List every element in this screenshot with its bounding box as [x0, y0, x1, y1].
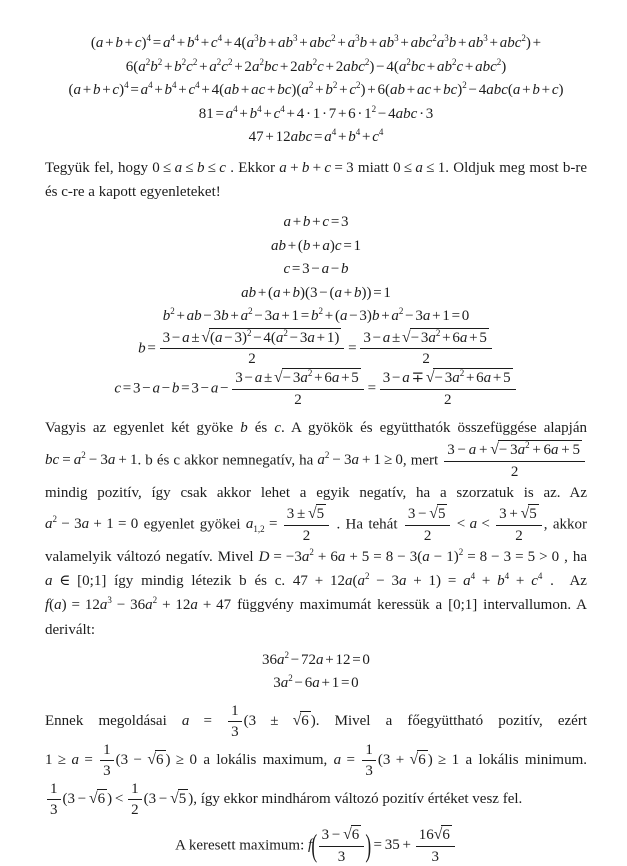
inline-math: 1 ≥ a = $\frac{1}{3}$ (3 − √6 ) ≥ 0	[45, 741, 197, 779]
inline-math: $a^2 - 3a + 1 = 0$	[45, 514, 139, 533]
inline-math: a ∈ [0;1]	[45, 573, 107, 590]
equation-line	[45, 126, 587, 149]
equation-math: $36a^2 - 72a + 12 = 0$	[262, 649, 370, 668]
paragraph: Ennek megoldásai a = $\frac{1}{3}$ (3 ± √6 ). Mivel a főegyüttható pozitív, ezért 1 ≥ a = $\frac{1}{3}$ (3 − √6 ) ≥ 0 a lokális maximum, a = $\frac{1}{3}$ (3 + √6 ) ≥ 1 a lokális minimum. $\frac{1}{3}$ (3 − √6 ) < $\frac{1}{2}$ (3 − √5 ), így ekkor mindhárom változó pozitív értéket vesz fel.	[45, 702, 587, 818]
paragraph: A keresett maximum: f ( $\frac{3 - √6}{3}$ ) = 35 + $\frac{16√6}{3}$	[45, 826, 587, 866]
equation-math: ab + (b + a)c = 1	[270, 237, 362, 254]
equation-math: c = 3 − a − b	[283, 261, 349, 278]
inline-math: c	[274, 420, 281, 437]
equation-line	[45, 211, 587, 234]
inline-math: $\frac{3 - √5}{2}$ < a < $\frac{3 + √5}{2}$	[403, 516, 544, 532]
equation-math: c = 3 − a − b = 3 − a − $\frac{3 - a \pm √- 3a^2 + 6a + 5}{2}$ = $\frac{3 - a \mp √- 3a^2 + 6a + 5}{2}$	[114, 369, 517, 409]
equation-block	[45, 32, 587, 149]
inline-math: $\frac{1}{3}$ (3 − √6 ) < $\frac{1}{2}$ (3 − √5 )	[45, 791, 193, 807]
equation-math: $(a + b + c)^4 = a^4 + b^4 + c^4 + 4(ab$ + ac + $bc)(a^2 + b^2 + c^2) + 6(ab$ + ac + bc)$^2$ − 4abc(a + b + c)	[68, 80, 564, 98]
equation-math: $6(a^2b^2 + b^2c^2 + a^2c^2 + 2a^2bc + 2ab^2c + 2abc^2) - 4(a^2bc + ab^2c + abc^2)$	[125, 56, 507, 75]
equation-math: $b^2$ + ab − $3b + a^2 - 3a + 1 = b^2 + (a - 3)b + a^2 - 3a + 1 = 0$	[162, 306, 470, 325]
inline-math: 0 ≤ a ≤ 1	[393, 159, 446, 176]
inline-math: bc = $a^2 - 3a + 1$	[45, 450, 138, 469]
inline-math: $47 + 12a(a^2 - 3a + 1) = a^4 + b^4 + c^4$	[292, 571, 543, 590]
equation-math: ab + (a + b)(3 − (a + b)) = 1	[241, 284, 391, 301]
paragraph: Tegyük fel, hogy 0 ≤ a ≤ b ≤ c . Ekkor a + b + c = 3 miatt 0 ≤ a ≤ 1. Oldjuk meg most b-re és c-re a kapott egyenleteket!	[45, 159, 588, 200]
inline-math: [0;1]	[448, 597, 478, 614]
inline-math: a = $\frac{1}{3}$ (3 + √6 ) ≥ 1	[333, 741, 460, 779]
document-content	[45, 32, 587, 866]
equation-math: $(a + b + c)^4 = a^4 + b^4 + c^4 + 4(a^3b + ab^3 + abc^2 + a^3b + ab^3 + abc^2a^3b + ab^3 + abc^2)$ +	[90, 33, 542, 51]
equation-line	[45, 32, 587, 55]
inline-math: $\frac{3 - a + √- 3a^2 + 6a + 5}{2}$	[442, 452, 587, 468]
equation-line	[45, 369, 587, 409]
inline-math: $a^2 - 3a + 1 \ge 0$	[317, 450, 403, 469]
inline-math: $f(a) = 12a^3 - 36a^2 + 12a + 47$	[45, 595, 232, 614]
equation-line	[45, 258, 587, 281]
equation-math: b = $\frac{3 - a \pm √(a - 3)^2 - 4(a^2 - 3a + 1)}{2}$ = $\frac{3 - a \pm √- 3a^2 + 6a + 5}{2}$	[138, 329, 494, 369]
inline-math: a = $\frac{1}{3}$ (3 ± √6 )	[181, 702, 316, 740]
inline-math: $D = -3a^2 + 6a + 5 = 8 - 3(a - 1)^2 = 8 - 3 = 5 > 0$	[258, 546, 560, 565]
equation-math: $81 = a^4 + b^4 + c^4 + 4 \cdot 1 \cdot 7 + 6 \cdot 1^2 - 4abc \cdot 3$	[198, 103, 434, 122]
equation-math: a + b + c = 3	[283, 214, 349, 231]
inline-math: $a_{1,2}$ = $\frac{3 \pm √5}{2}$	[246, 516, 331, 532]
equation-line	[45, 329, 587, 369]
equation-line	[45, 235, 587, 258]
equation-math: $3a^2 - 6a + 1 = 0$	[273, 673, 359, 692]
equation-line	[45, 79, 587, 102]
equation-block	[45, 211, 587, 409]
inline-math: 0 ≤ a ≤ b ≤ c	[152, 159, 226, 176]
paragraph: Vagyis az egyenlet két gyöke b és c. A gyökök és együtthatók összefüggése alapján bc = $a^2 - 3a + 1$. b és c akkor nemnegatív, ha $a^2 - 3a + 1 \ge 0$, mert $\frac{3 - a + √- 3a^2 + 6a + 5}{2}$ mindig pozitív, így csak akkor lehet a egyik negatív, ha a szorzatuk is az. Az $a^2 - 3a + 1 = 0$ egyenlet gyökei $a_{1,2}$ = $\frac{3 \pm √5}{2}$ . Ha tehát $\frac{3 - √5}{2}$ < a < $\frac{3 + √5}{2}$ , akkor valamelyik változó negatív. Mivel $D = -3a^2 + 6a + 5 = 8 - 3(a - 1)^2 = 8 - 3 = 5 > 0$ , ha a ∈ [0;1] így mindig létezik b és c. $47 + 12a(a^2 - 3a + 1) = a^4 + b^4 + c^4$ . Az $f(a) = 12a^3 - 36a^2 + 12a + 47$ függvény maximumát keressük a [0;1] intervallumon. A derivált:	[45, 420, 588, 638]
equation-math: $47 + 12abc = a^4 + b^4 + c^4$	[248, 127, 384, 145]
equation-line	[45, 672, 587, 695]
equation-line	[45, 282, 587, 305]
inline-math: a + b + c = 3	[279, 159, 354, 176]
inline-math: b	[240, 420, 248, 437]
equation-block	[45, 649, 587, 695]
equation-line	[45, 103, 587, 126]
equation-line	[45, 56, 587, 79]
equation-line	[45, 305, 587, 328]
inline-math: f ( $\frac{3 - √6}{3}$ ) = 35 + $\frac{16√6}{3}$	[308, 837, 457, 853]
equation-line	[45, 649, 587, 672]
